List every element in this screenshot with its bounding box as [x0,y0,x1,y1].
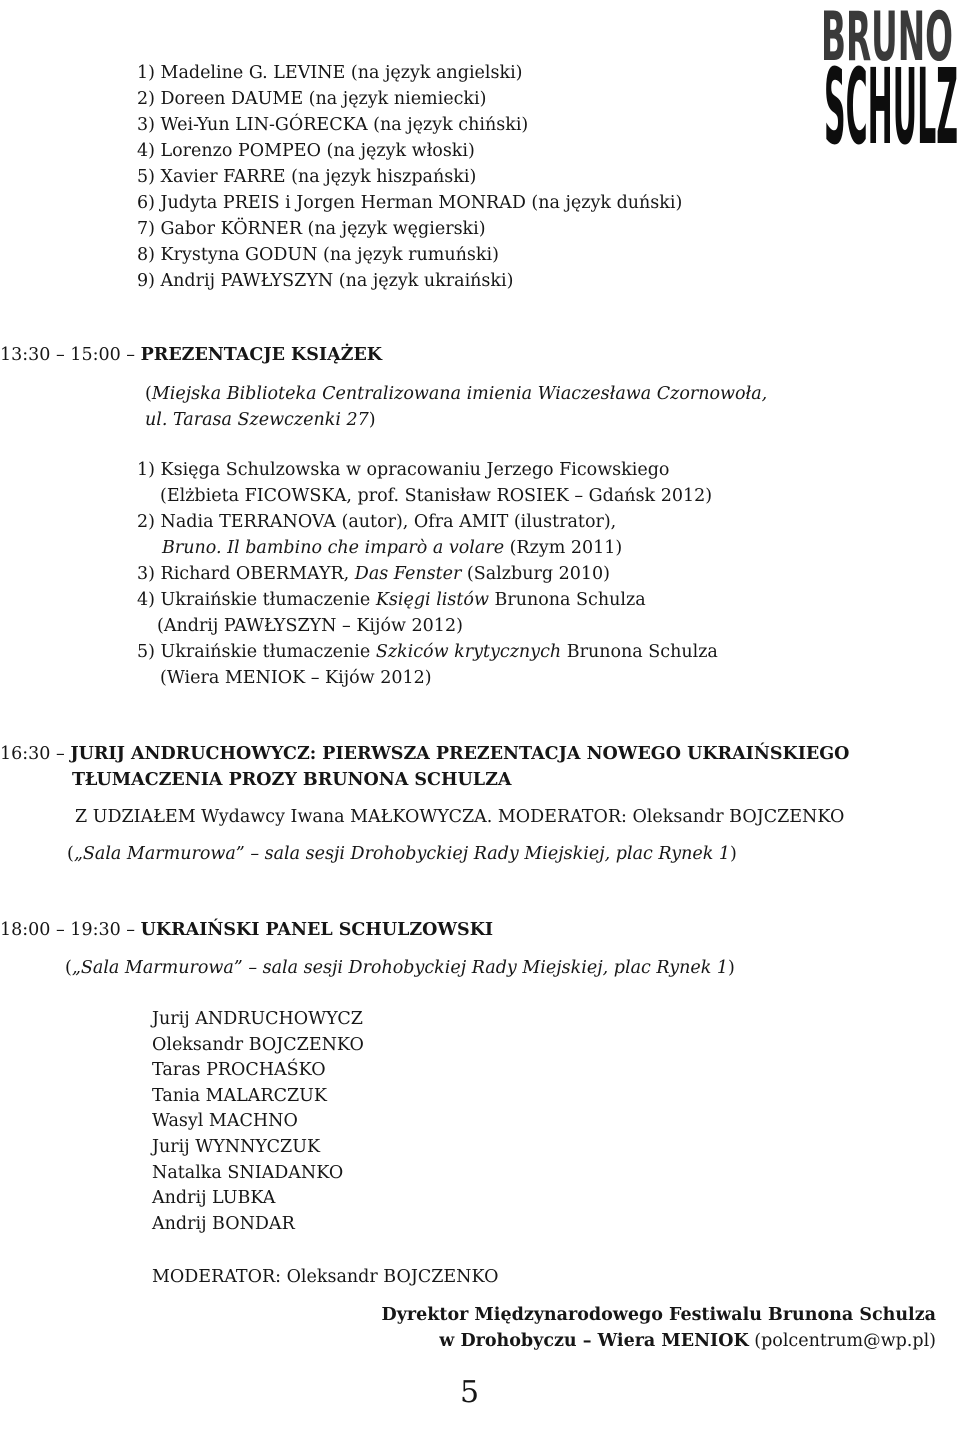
book-title: Bruno. Il bambino che imparò a volare [162,538,505,558]
panelist: Tania MALARCZUK [152,1085,327,1106]
list-item: 3) Wei-Yun LIN-GÓRECKA (na język chiński) [137,115,529,135]
translators-list [137,60,682,294]
book-item-rest: (Salzburg 2010) [461,564,610,584]
venue-text: ul. Tarasa Szewczenki 27 [145,410,369,430]
list-item: 1) Madeline G. LEVINE (na język angielski) [137,63,523,83]
director-signature [439,1328,936,1354]
list-item: 5) Xavier FARRE (na język hiszpański) [137,167,477,187]
andruchowycz-title-cont: TŁUMACZENIA PROZY BRUNONA SCHULZA [72,770,512,790]
book-title: Szkiców krytycznych [375,642,562,662]
logo-schulz: SCHULZ [824,46,958,150]
books-time: 13:30 – 15:00 – [0,345,141,365]
book-title: Księgi listów [375,590,489,610]
andruchowycz-heading [0,741,849,767]
andruchowycz-participants: Z UDZIAŁEM Wydawcy Iwana MAŁKOWYCZA. MODERATOR: Oleksandr BOJCZENKO [75,807,845,827]
panel-title: UKRAIŃSKI PANEL SCHULZOWSKI [140,920,494,940]
director-title: Dyrektor Międzynarodowego Festiwalu Brunona Schulza [381,1305,936,1325]
panel-venue [65,955,735,981]
panelist: Jurij WYNNYCZUK [152,1136,321,1157]
book-item-prefix: 3) Richard OBERMAYR, [137,564,355,584]
director-name: w Drohobyczu – Wiera MENIOK [439,1331,749,1351]
book-item-line [137,587,718,613]
bruno-schulz-logo [818,0,960,150]
panelist: Andrij BONDAR [152,1213,295,1234]
andruchowycz-title: JURIJ ANDRUCHOWYCZ: PIERWSZA PREZENTACJA NOWEGO UKRAIŃSKIEGO [70,744,850,764]
panelist: Wasyl MACHNO [152,1111,298,1132]
panelist: Oleksandr BOJCZENKO [152,1034,364,1055]
books-list [137,457,718,691]
panelist: Natalka SNIADANKO [152,1162,344,1183]
list-item: 7) Gabor KÖRNER (na język węgierski) [137,219,486,239]
venue-close-paren: ) [730,844,737,864]
panelist: Taras PROCHAŚKO [152,1060,326,1081]
book-item-line: 2) Nadia TERRANOVA (autor), Ofra AMIT (ilustrator), [137,512,617,532]
venue-text: Miejska Biblioteka Centralizowana imienia Wiaczesława Czornowoła, [151,384,768,404]
book-item-prefix: 5) Ukraińskie tłumaczenie [137,642,376,662]
book-item-line [137,639,718,665]
page-number: 5 [460,1375,480,1410]
book-item-details: (Elżbieta FICOWSKA, prof. Stanisław ROSIEK – Gdańsk 2012) [160,486,713,506]
venue-close-paren: ) [368,410,376,430]
logo-bruno: BRUNO [821,0,953,77]
venue-text: „Sala Marmurowa” – sala sesji Drohobyckiej Rady Miejskiej, plac Rynek 1 [73,844,731,864]
book-item-line: 1) Księga Schulzowska w opracowaniu Jerzego Ficowskiego [137,460,670,480]
director-email: (polcentrum@wp.pl) [748,1331,936,1351]
panel-moderator: MODERATOR: Oleksandr BOJCZENKO [152,1267,499,1287]
books-title: PREZENTACJE KSIĄŻEK [140,345,382,365]
andruchowycz-venue [67,841,737,867]
panel-time: 18:00 – 19:30 – [0,920,141,940]
list-item: 8) Krystyna GODUN (na język rumuński) [137,245,499,265]
book-item-line [137,561,718,587]
list-item: 6) Judyta PREIS i Jorgen Herman MONRAD (na język duński) [137,193,683,213]
books-venue [145,381,767,433]
book-item-prefix: 4) Ukraińskie tłumaczenie [137,590,376,610]
book-item-suffix: Brunona Schulza [488,590,646,610]
venue-open-paren: ( [145,384,152,404]
venue-open-paren: ( [67,844,74,864]
list-item: 2) Doreen DAUME (na język niemiecki) [137,89,487,109]
panelists-list [152,1007,364,1237]
panelist: Jurij ANDRUCHOWYCZ [152,1009,363,1029]
venue-line [145,407,767,433]
book-item-rest: (Rzym 2011) [504,538,623,558]
panelist: Andrij LUBKA [152,1188,276,1209]
list-item: 4) Lorenzo POMPEO (na język włoski) [137,141,475,161]
books-heading [0,342,382,368]
andruchowycz-time: 16:30 – [0,744,71,764]
book-title: Das Fenster [354,564,462,584]
book-item-details: (Andrij PAWŁYSZYN – Kijów 2012) [157,616,463,636]
book-item-details: (Wiera MENIOK – Kijów 2012) [160,668,432,688]
book-item-details [137,535,718,561]
venue-close-paren: ) [728,958,735,978]
list-item: 9) Andrij PAWŁYSZYN (na język ukraiński) [137,271,514,291]
venue-open-paren: ( [65,958,72,978]
venue-text: „Sala Marmurowa” – sala sesji Drohobyckiej Rady Miejskiej, plac Rynek 1 [71,958,729,978]
venue-line [145,381,767,407]
panel-heading [0,917,493,943]
book-item-suffix: Brunona Schulza [561,642,718,662]
